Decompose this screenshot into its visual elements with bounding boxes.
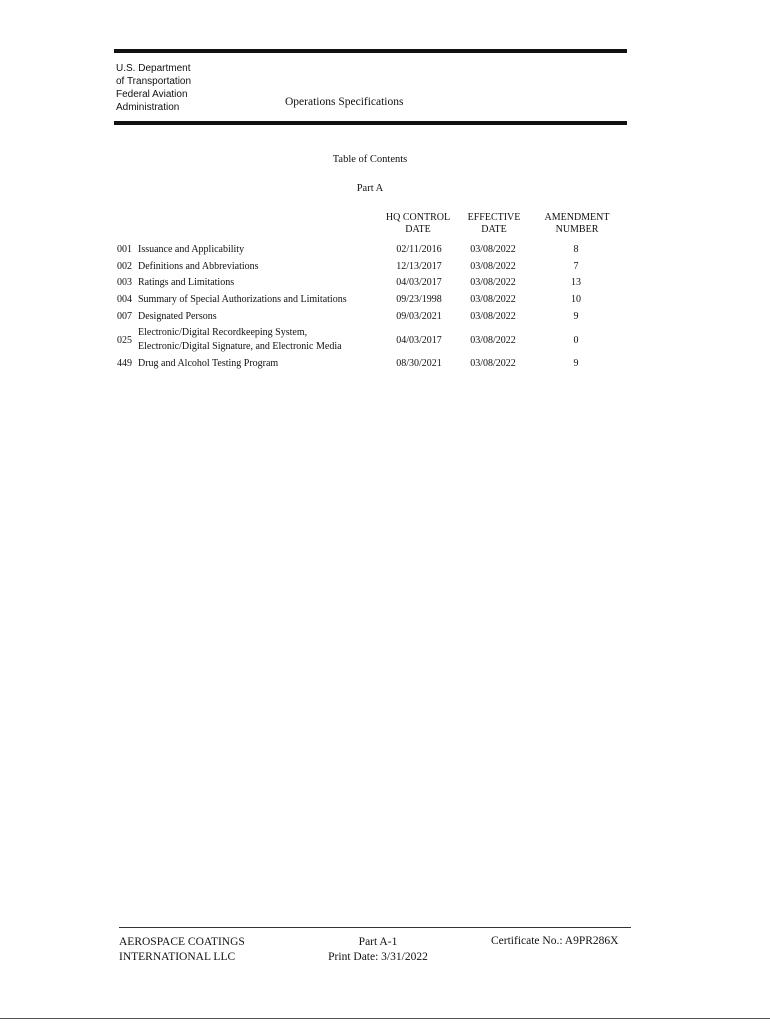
toc-row: [0, 261, 770, 277]
toc-row-effective-date: 03/08/2022: [470, 294, 516, 305]
toc-row-control-date: 12/13/2017: [396, 261, 442, 272]
toc-row-title: Ratings and Limitations: [138, 277, 235, 288]
header-bottom-rule: [114, 121, 627, 125]
column-header-control-date-line-2: DATE: [405, 224, 431, 235]
toc-row-title: Drug and Alcohol Testing Program: [138, 358, 279, 369]
toc-row-control-date: 09/23/1998: [396, 294, 442, 305]
toc-row: [0, 327, 770, 357]
footer-certificate: Certificate No.: A9PR286X: [491, 935, 619, 947]
toc-row-effective-date: 03/08/2022: [470, 261, 516, 272]
toc-row-title: Designated Persons: [138, 311, 217, 322]
agency-block: [116, 62, 191, 114]
agency-line-3: Federal Aviation: [116, 89, 188, 100]
toc-row-number: 025: [117, 335, 132, 346]
agency-line-1: U.S. Department: [116, 63, 191, 74]
toc-row-title: Definitions and Abbreviations: [138, 261, 259, 272]
column-header-amendment-number-line-1: AMENDMENT: [544, 212, 610, 223]
document-title: Operations Specifications: [285, 96, 404, 108]
toc-row: [0, 358, 770, 374]
toc-title: Table of Contents: [332, 154, 408, 165]
toc-row-effective-date: 03/08/2022: [470, 311, 516, 322]
footer-page-info: [316, 935, 440, 965]
toc-row-amendment: 9: [573, 311, 579, 322]
toc-row-effective-date: 03/08/2022: [470, 244, 516, 255]
toc-row-effective-date: 03/08/2022: [470, 335, 516, 346]
toc-row: [0, 294, 770, 310]
toc-row-number: 001: [117, 244, 132, 255]
toc-row-amendment: 8: [573, 244, 579, 255]
footer-rule: [119, 927, 631, 928]
toc-row: [0, 311, 770, 327]
toc-row-amendment: 9: [573, 358, 579, 369]
toc-row-effective-date: 03/08/2022: [470, 358, 516, 369]
toc-row-number: 002: [117, 261, 132, 272]
footer-company-line-1: AEROSPACE COATINGS: [119, 936, 245, 948]
column-header-amendment-number: [536, 212, 618, 236]
column-header-effective-date-line-1: EFFECTIVE: [467, 212, 521, 223]
toc-row-amendment: 7: [573, 261, 579, 272]
footer-company: [119, 935, 245, 965]
toc-row-number: 007: [117, 311, 132, 322]
toc-row-number: 449: [117, 358, 132, 369]
toc-row-title: Summary of Special Authorizations and Limitations: [138, 294, 347, 305]
agency-line-4: Administration: [116, 102, 180, 113]
toc-row-control-date: 04/03/2017: [396, 335, 442, 346]
column-header-amendment-number-line-2: NUMBER: [555, 224, 599, 235]
toc-row-control-date: 02/11/2016: [396, 244, 442, 255]
toc-row-control-date: 08/30/2021: [396, 358, 442, 369]
toc-row-title: Issuance and Applicability: [138, 244, 245, 255]
column-header-control-date: [380, 212, 456, 236]
toc-row: [0, 277, 770, 293]
footer-page-number: Part A-1: [358, 936, 398, 948]
footer-print-date: Print Date: 3/31/2022: [328, 951, 428, 963]
toc-row-control-date: 04/03/2017: [396, 277, 442, 288]
column-header-effective-date-line-2: DATE: [481, 224, 507, 235]
scan-edge-line: [0, 1018, 770, 1019]
part-title: Part A: [356, 183, 384, 194]
column-header-effective-date: [456, 212, 532, 236]
toc-row: [0, 244, 770, 260]
toc-row-title-line-2: Electronic/Digital Signature, and Electronic Media: [138, 341, 342, 352]
footer-company-line-2: INTERNATIONAL LLC: [119, 951, 236, 963]
toc-row-amendment: 0: [573, 335, 579, 346]
agency-line-2: of Transportation: [116, 76, 192, 87]
toc-row-number: 003: [117, 277, 132, 288]
toc-row-title-line-1: Electronic/Digital Recordkeeping System,: [138, 327, 308, 338]
toc-row-amendment: 13: [571, 277, 581, 288]
column-header-control-date-line-1: HQ CONTROL: [385, 212, 451, 223]
toc-row-control-date: 09/03/2021: [396, 311, 442, 322]
header-top-rule: [114, 49, 627, 53]
toc-row-number: 004: [117, 294, 132, 305]
toc-row-amendment: 10: [571, 294, 581, 305]
toc-row-effective-date: 03/08/2022: [470, 277, 516, 288]
